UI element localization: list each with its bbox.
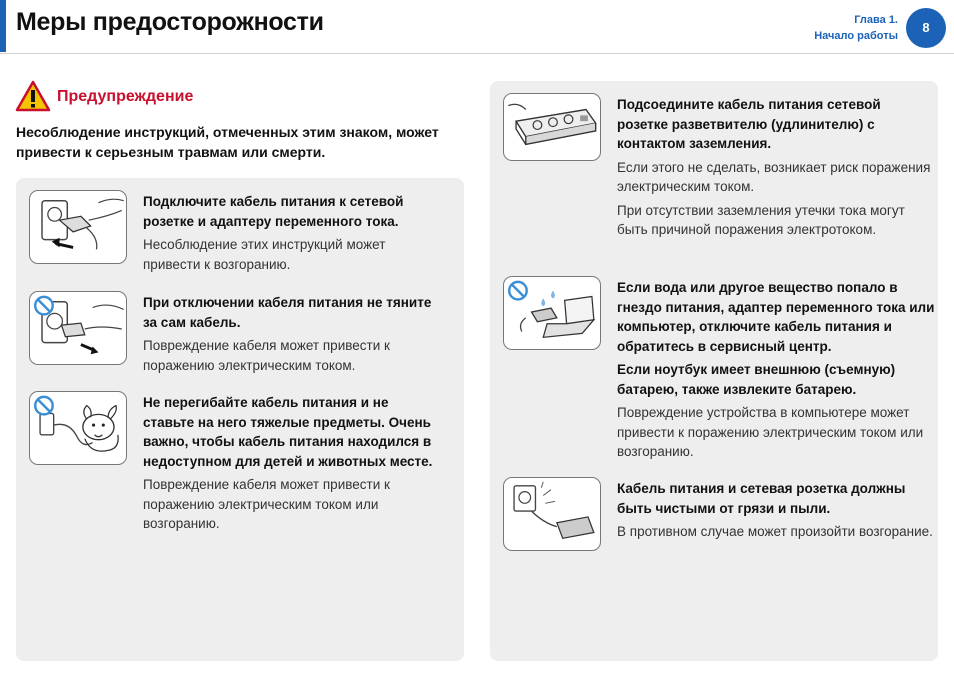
item-heading: Кабель питания и сетевая розетка должны быть чистыми от грязи и пыли.: [617, 481, 906, 516]
header-divider: [0, 53, 954, 54]
item-text: В противном случае может произойти возгорание.: [617, 524, 933, 539]
item-text: Повреждение кабеля может привести к поражению электрическим током.: [143, 338, 390, 373]
clean-outlet-icon: [503, 477, 601, 551]
chapter-name: Начало работы: [814, 30, 898, 42]
item-text: Повреждение кабеля может привести к поражению электрическим током или возгоранию.: [143, 477, 390, 531]
left-panel: [16, 178, 464, 661]
item-heading: Не перегибайте кабель питания и не ставьте на него тяжелые предметы. Очень важно, чтобы кабель питания находился в недоступном для детей и животных месте.: [143, 395, 433, 469]
item-text: Если этого не сделать, возникает риск поражения электрическим током.: [617, 159, 931, 194]
item-heading: При отключении кабеля питания не тяните за сам кабель.: [143, 295, 432, 330]
no-bend-cable-pet-icon: [29, 391, 127, 465]
item-heading: Подсоедините кабель питания сетевой розетке разветвителю (удлинителю) с контактом заземления.: [617, 97, 881, 151]
chapter-number: Глава 1.: [854, 14, 898, 26]
water-laptop-icon: [503, 276, 601, 350]
warning-intro: Несоблюдение инструкций, отмеченных этим знаком, может привести к серьезным травмам или смерти.: [16, 124, 439, 160]
item-heading: Подключите кабель питания к сетевой розетке и адаптеру переменного тока.: [143, 194, 404, 229]
right-panel: [490, 81, 938, 661]
warning-triangle-icon: [15, 80, 51, 112]
item-text: При отсутствии заземления утечки тока могут быть причиной поражения электротоком.: [617, 202, 905, 237]
no-pull-cable-icon: [29, 291, 127, 365]
plug-into-outlet-icon: [29, 190, 127, 264]
page-number-badge: 8: [906, 8, 946, 48]
grounded-power-strip-icon: [503, 93, 601, 161]
item-text: Повреждение устройства в компьютере может привести к поражению электрическим током или возгоранию.: [617, 405, 924, 459]
chapter-label[interactable]: [814, 12, 898, 44]
header-accent-bar: [0, 0, 6, 52]
item-heading-extra: Если ноутбук имеет внешнюю (съемную) батарею, также извлеките батарею.: [617, 362, 896, 397]
item-heading: Если вода или другое вещество попало в гнездо питания, адаптер переменного тока или компьютер, отключите кабель питания и обратитесь в сервисный центр.: [617, 280, 935, 354]
warning-title: Предупреждение: [57, 88, 194, 105]
page-title: Меры предосторожности: [16, 8, 324, 36]
item-text: Несоблюдение этих инструкций может привести к возгоранию.: [143, 237, 386, 272]
